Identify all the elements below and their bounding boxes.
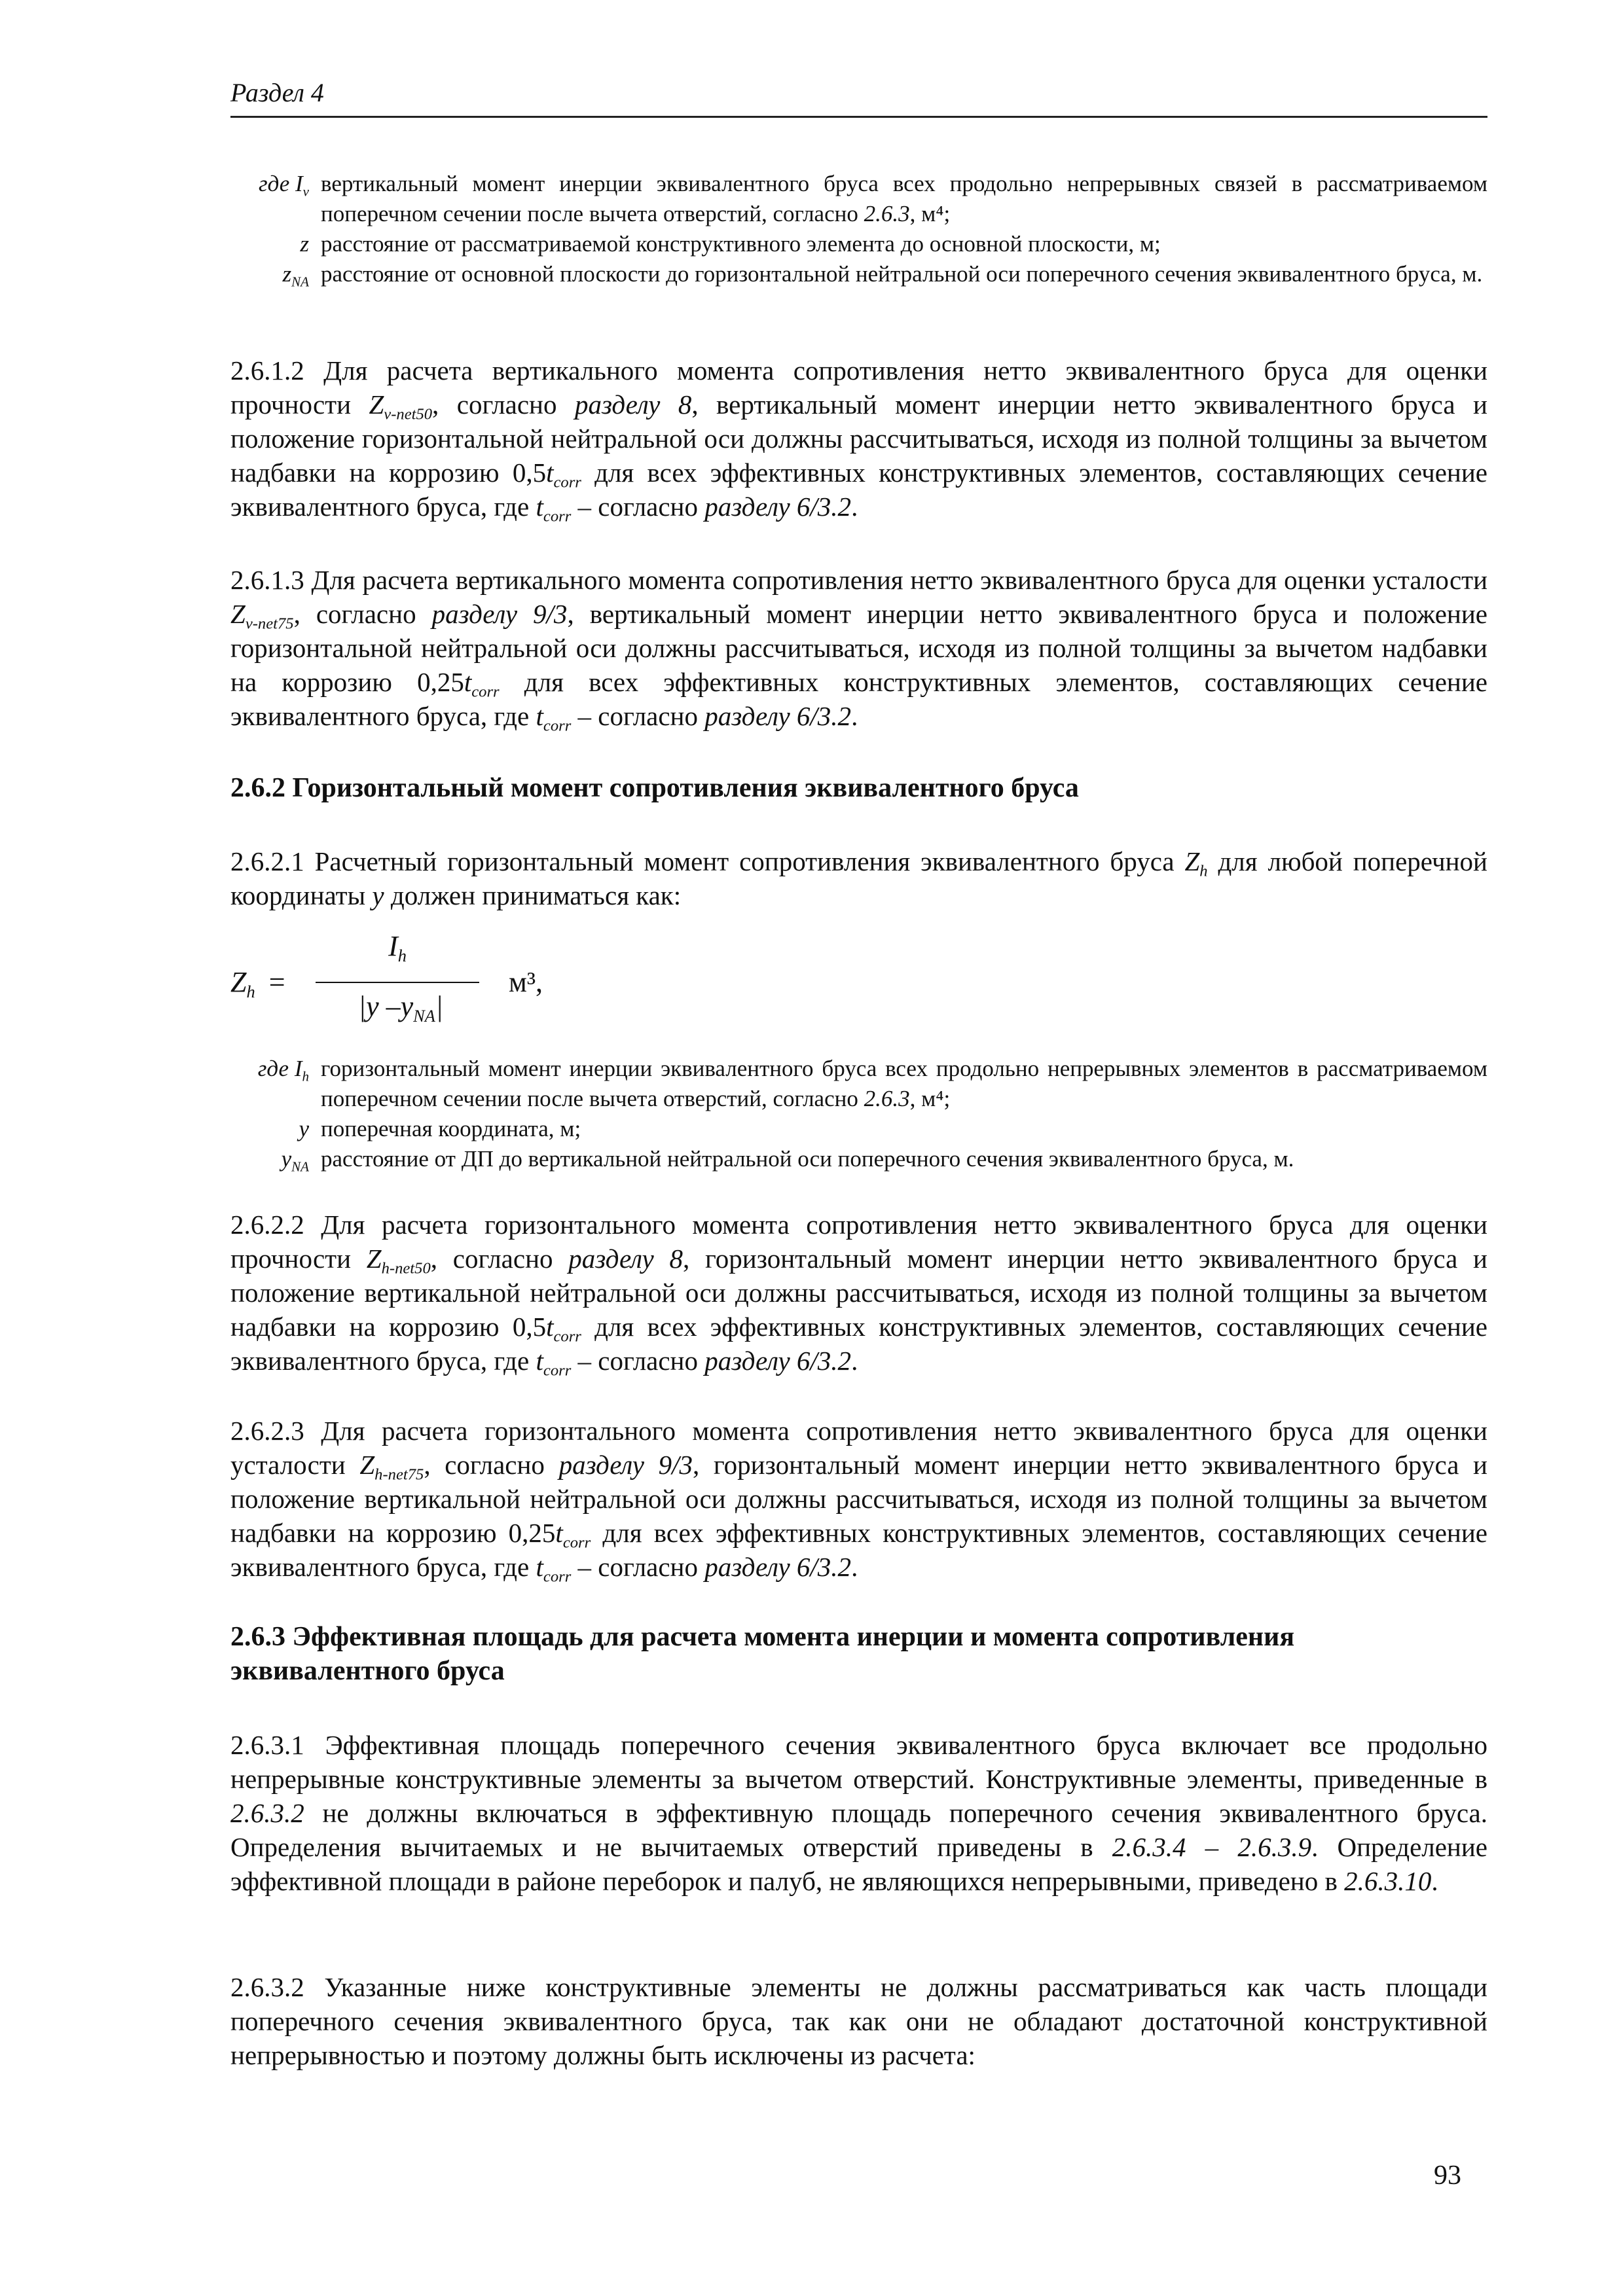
paragraph-2-6-2-3: 2.6.2.3 Для расчета горизонтального момента сопротивления нетто эквивалентного бруса для оценки усталости $Z_{h-net75}$, согласно разделу 9/3, горизонтальный момент инерции нетто эквивалентного бруса и положение вертикальной нейтральной оси должны рассчитываться, исходя из полной толщины за вычетом надбавки на коррозию $0,25t_{corr}$ для всех эффективных конструктивных элементов, составляющих сечение эквивалентного бруса, где $t_{corr}$ – согласно разделу 6/3.2. <box>230 1416 1487 1586</box>
definition-symbol: где $I_h$ <box>257 1056 309 1085</box>
section-reference[interactable]: разделу 9/3 <box>558 1450 693 1480</box>
definitions-block-horizontal <box>230 1054 1487 1174</box>
paragraph-2-6-2-1: 2.6.2.1 Расчетный горизонтальный момент сопротивления эквивалентного бруса $Z_h$ для любой поперечной координаты y должен приниматься как: <box>230 846 1487 910</box>
page-number: 93 <box>1434 2161 1461 2191</box>
paragraph-2-6-2-2: 2.6.2.2 Для расчета горизонтального момента сопротивления нетто эквивалентного бруса для оценки прочности $Z_{h-net50}$, согласно разделу 8, горизонтальный момент инерции нетто эквивалентного бруса и положение вертикальной нейтральной оси должны рассчитываться, исходя из полной толщины за вычетом надбавки на коррозию $0,5t_{corr}$ для всех эффективных конструктивных элементов, составляющих сечение эквивалентного бруса, где $t_{corr}$ – согласно разделу 6/3.2. <box>230 1210 1487 1380</box>
section-reference[interactable]: разделу 9/3 <box>431 599 568 629</box>
section-reference[interactable]: 2.6.3.4 – 2.6.3.9 <box>1112 1832 1312 1862</box>
section-reference[interactable]: разделу 6/3.2 <box>704 701 852 731</box>
formula-lhs: $Z_h$ = <box>230 966 285 1002</box>
section-heading-2-6-2: 2.6.2 Горизонтальный момент сопротивления эквивалентного бруса <box>230 773 1079 803</box>
definition-symbol: $z_{NA}$ <box>282 261 309 290</box>
definition-row <box>230 259 1487 289</box>
definition-text: поперечная координата, м; <box>321 1116 581 1141</box>
section-reference[interactable]: разделу 8 <box>568 1244 683 1274</box>
definition-symbol: где $I_v$ <box>258 171 309 200</box>
section-reference[interactable]: 2.6.3.10 <box>1344 1866 1432 1896</box>
definition-row <box>230 169 1487 229</box>
paragraph-number: 2.6.2.1 <box>230 846 304 876</box>
section-reference[interactable]: разделу 8 <box>574 389 692 420</box>
definition-row <box>230 1054 1487 1114</box>
formula-unit: м³, <box>509 966 543 998</box>
definition-row <box>230 1114 1487 1144</box>
running-header: Раздел 4 <box>230 77 1487 118</box>
paragraph-number: 2.6.1.3 <box>230 565 304 595</box>
section-heading-2-6-3: 2.6.3 Эффективная площадь для расчета момента инерции и момента сопротивления эквивалентного бруса <box>230 1622 1295 1686</box>
paragraph-number: 2.6.1.2 <box>230 355 304 386</box>
definition-row <box>230 229 1487 259</box>
paragraph-2-6-1-2: 2.6.1.2 Для расчета вертикального момента сопротивления нетто эквивалентного бруса для оценки прочности $Z_{v-net50}$, согласно разделу 8, вертикальный момент инерции нетто эквивалентного бруса и положение горизонтальной нейтральной оси должны рассчитываться, исходя из полной толщины за вычетом надбавки на коррозию $0,5t_{corr}$ для всех эффективных конструктивных элементов, составляющих сечение эквивалентного бруса, где $t_{corr}$ – согласно разделу 6/3.2. <box>230 355 1488 526</box>
section-reference[interactable]: разделу 6/3.2 <box>704 1346 852 1376</box>
definition-text: расстояние от рассматриваемой конструктивного элемента до основной плоскости, м; <box>321 231 1161 257</box>
fraction-bar <box>316 982 479 983</box>
paragraph-number: 2.6.2.2 <box>230 1210 304 1240</box>
definition-symbol: z <box>300 231 309 257</box>
paragraph-number: 2.6.3.2 <box>230 1972 304 2002</box>
definition-text: горизонтальный момент инерции эквивалентного бруса всех продольно непрерывных элементов в рассматриваемом поперечном сечении после вычета отверстий, согласно 2.6.3, м⁴; <box>321 1056 1487 1111</box>
paragraph-2-6-3-2: 2.6.3.2 Указанные ниже конструктивные элементы не должны рассматриваться как часть площади поперечного сечения эквивалентного бруса, так как они не обладают достаточной конструктивной непрерывностью и поэтому должны быть исключены из расчета: <box>230 1972 1487 2070</box>
paragraph-2-6-1-3: 2.6.1.3 Для расчета вертикального момента сопротивления нетто эквивалентного бруса для оценки усталости $Z_{v-net75}$, согласно разделу 9/3, вертикальный момент инерции нетто эквивалентного бруса и положение горизонтальной нейтральной оси должны рассчитываться, исходя из полной толщины за вычетом надбавки на коррозию $0,25t_{corr}$ для всех эффективных конструктивных элементов, составляющих сечение эквивалентного бруса, где $t_{corr}$ – согласно разделу 6/3.2. <box>230 565 1488 735</box>
paragraph-number: 2.6.2.3 <box>230 1416 304 1446</box>
definition-row <box>230 1144 1487 1174</box>
formula-denominator: |y $-y_{NA}|$ <box>358 990 443 1026</box>
section-reference[interactable]: 2.6.3.2 <box>230 1798 304 1828</box>
definition-symbol: $y_{NA}$ <box>281 1146 309 1175</box>
section-reference[interactable]: разделу 6/3.2 <box>704 492 852 522</box>
paragraph-number: 2.6.3.1 <box>230 1730 304 1760</box>
paragraph-2-6-3-1: 2.6.3.1 Эффективная площадь поперечного сечения эквивалентного бруса включает все продольно непрерывные конструктивные элементы за вычетом отверстий. Конструктивные элементы, приведенные в 2.6.3.2 не должны включаться в эффективную площадь поперечного сечения эквивалентного бруса. Определения вычитаемых и не вычитаемых отверстий приведены в 2.6.3.4 – 2.6.3.9. Определение эффективной площади в районе переборок и палуб, не являющихся непрерывными, приведено в 2.6.3.10. <box>230 1730 1488 1896</box>
definition-text: вертикальный момент инерции эквивалентного бруса всех продольно непрерывных связей в рассматриваемом поперечном сечении после вычета отверстий, согласно 2.6.3, м⁴; <box>321 171 1487 226</box>
formula-numerator: $I_h$ <box>388 930 407 966</box>
definition-text: расстояние от основной плоскости до горизонтальной нейтральной оси поперечного сечения эквивалентного бруса, м. <box>321 261 1483 287</box>
definition-symbol: y <box>299 1116 309 1141</box>
definitions-block-vertical <box>230 169 1487 289</box>
section-reference[interactable]: разделу 6/3.2 <box>704 1552 852 1582</box>
definition-text: расстояние от ДП до вертикальной нейтральной оси поперечного сечения эквивалентного бруса, м. <box>321 1146 1294 1172</box>
formula-zh <box>230 929 623 1034</box>
